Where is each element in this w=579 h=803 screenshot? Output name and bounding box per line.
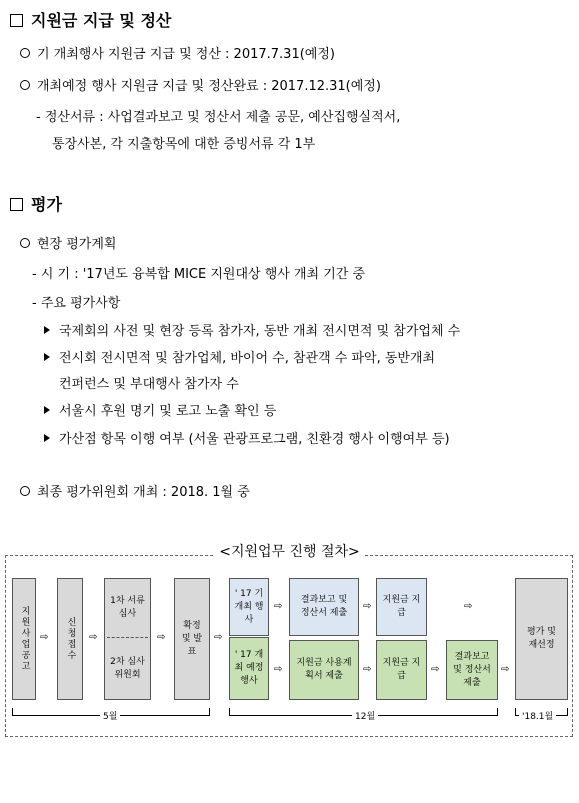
planned-pay: 지원금 지급 (376, 640, 427, 700)
arrow-right-icon: ⇨ (363, 664, 372, 675)
evaluation-points-label: - 주요 평가사항 (32, 296, 121, 311)
square-bullet-icon (10, 14, 23, 27)
settlement-docs-line1: - 정산서류 : 사업결과보고 및 정산서 제출 공문, 예산집행실적서, (36, 110, 401, 125)
planned-event: ' 17 개최 예정 행사 (229, 637, 269, 700)
step-announce: 지원사업공고 (12, 578, 36, 700)
step-eval: 평가 및 재선정 (515, 578, 568, 700)
bracket-dec-label: 12월 (352, 709, 378, 722)
arrow-right-icon: ⇨ (501, 664, 510, 675)
planned-plan: 지원금 사용계획서 제출 (289, 640, 359, 700)
arrow-right-icon: ⇨ (431, 664, 440, 675)
square-bullet-icon (10, 198, 23, 211)
bracket-jan-label: '18.1월 (519, 709, 556, 722)
triangle-bullet-icon (44, 326, 50, 334)
arrow-right-icon: ⇨ (89, 632, 98, 643)
arrow-right-icon: ⇨ (464, 601, 473, 612)
held-event: ' 17 기개최 행사 (229, 578, 269, 636)
section-title-settlement: 지원금 지급 및 정산 (10, 8, 171, 31)
held-report: 결과보고 및 정산서 제출 (289, 578, 359, 636)
section-title-evaluation: 평가 (10, 192, 62, 215)
arrow-right-icon: ⇨ (214, 632, 223, 643)
arrow-right-icon: ⇨ (274, 664, 283, 675)
evaluation-item-2: 최종 평가위원회 개최 : 2018. 1월 중 (20, 481, 250, 500)
evaluation-bullet-4: 가산점 항목 이행 여부 (서울 관광프로그램, 친환경 행사 이행여부 등) (44, 428, 450, 447)
evaluation-bullet-1: 국제회의 사전 및 현장 등록 참가자, 동반 개최 전시면적 및 참가업체 수 (44, 320, 460, 339)
evaluation-bullet-3: 서울시 후원 명기 및 로고 노출 확인 등 (44, 400, 276, 419)
planned-report: 결과보고 및 정산서 제출 (446, 640, 498, 700)
settlement-docs-line2: 통장사본, 각 지출항목에 대한 증빙서류 각 1부 (52, 137, 316, 152)
process-diagram-title: <지원업무 진행 절차> (0, 541, 579, 561)
circle-bullet-icon (20, 48, 30, 58)
circle-bullet-icon (20, 486, 30, 496)
circle-bullet-icon (20, 80, 30, 90)
triangle-bullet-icon (44, 353, 50, 361)
step-review-1: 1차 서류 심사 (110, 595, 145, 619)
arrow-right-icon: ⇨ (40, 632, 49, 643)
step-review-2: 2차 심사 위원회 (110, 657, 145, 680)
evaluation-bullet-2-cont: 컨퍼런스 및 부대행사 참가자 수 (59, 377, 239, 392)
step-apply: 신청접수 (57, 578, 83, 700)
settlement-item-1: 기 개최행사 지원금 지급 및 정산 : 2017.7.31(예정) (20, 43, 335, 62)
evaluation-bullet-2: 전시회 전시면적 및 참가업체, 바이어 수, 참관객 수 파악, 동반개최 (44, 347, 435, 366)
evaluation-item-1: 현장 평가계획 (20, 233, 116, 252)
held-pay: 지원금 지급 (376, 578, 427, 636)
arrow-right-icon: ⇨ (363, 601, 372, 612)
evaluation-period: - 시 기 : '17년도 융복합 MICE 지원대상 행사 개최 기간 중 (32, 267, 366, 282)
settlement-item-2: 개최예정 행사 지원금 지급 및 정산완료 : 2017.12.31(예정) (20, 75, 381, 94)
circle-bullet-icon (20, 238, 30, 248)
arrow-right-icon: ⇨ (157, 632, 166, 643)
triangle-bullet-icon (44, 434, 50, 442)
arrow-right-icon: ⇨ (274, 601, 283, 612)
bracket-may-label: 5월 (100, 709, 120, 722)
triangle-bullet-icon (44, 406, 50, 414)
review-divider (107, 637, 148, 638)
step-confirm: 확정 및 발표 (174, 578, 210, 700)
